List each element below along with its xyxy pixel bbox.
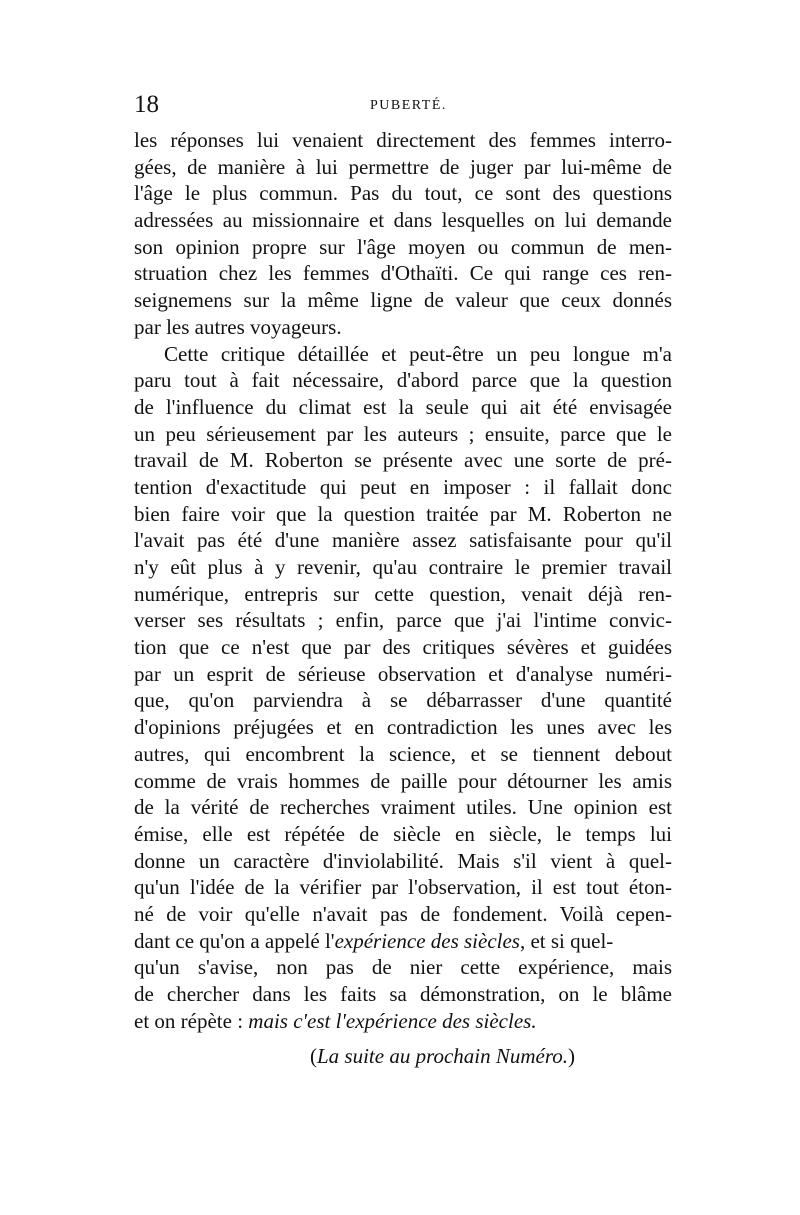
text-line [134, 928, 672, 955]
text-line: son opinion propre sur l'âge moyen ou commun de men- [134, 234, 672, 259]
text-line: verser ses résultats ; enfin, parce que j'ai l'intime convic- [134, 608, 672, 633]
text-line: autres, qui encombrent la science, et se tiennent debout [134, 741, 672, 766]
text-line: seignemens sur la même ligne de valeur que ceux donnés [134, 288, 672, 313]
text-line: Cette critique détaillée et peut-être un peu longue m'a [164, 341, 672, 366]
text-line: un peu sérieusement par les auteurs ; ensuite, parce que le [134, 421, 672, 446]
text-line: adressées au missionnaire et dans lesquelles on lui demande [134, 208, 672, 233]
text-line: qu'un l'idée de la vérifier par l'observation, il est tout éton- [134, 875, 672, 900]
text-line: comme de vrais hommes de paille pour détourner les amis [134, 768, 672, 793]
text-line: par les autres voyageurs. [134, 314, 342, 339]
text-line: les réponses lui venaient directement des femmes interro- [134, 128, 672, 152]
text-line: l'avait pas été d'une manière assez satisfaisante pour qu'il [134, 528, 672, 553]
text-segment: , et si quel- [519, 928, 614, 953]
text-line: l'âge le plus commun. Pas du tout, ce sont des questions [134, 181, 672, 206]
continuation-text: La suite au prochain Numéro. [317, 1044, 569, 1068]
text-segment: et on répète : [134, 1008, 249, 1033]
text-line: struation chez les femmes d'Othaïti. Ce qui range ces ren- [134, 261, 672, 286]
text-line: donne un caractère d'inviolabilité. Mais s'il vient à quel- [134, 848, 672, 873]
italic-phrase: expérience des siècles [334, 928, 520, 953]
text-line: numérique, entrepris sur cette question, venait déjà ren- [134, 581, 672, 606]
text-line: de la vérité de recherches vraiment utiles. Une opinion est [134, 795, 672, 820]
paren-open: ( [310, 1044, 317, 1068]
text-line: paru tout à fait nécessaire, d'abord parce que la question [134, 368, 672, 393]
text-line: par un esprit de sérieuse observation et d'analyse numéri- [134, 661, 672, 686]
running-head [134, 90, 672, 120]
text-line: de l'influence du climat est la seule qui ait été envisagée [134, 394, 672, 419]
paren-close: ) [568, 1044, 576, 1068]
text-line: gées, de manière à lui permettre de juger par lui-même de [134, 154, 672, 179]
page-number: 18 [134, 91, 159, 118]
text-line: de chercher dans les faits sa démonstration, on le blâme [134, 982, 672, 1006]
continuation-note [310, 1043, 575, 1069]
italic-phrase: mais c'est l'expérience des siècles. [248, 1008, 537, 1033]
text-line: d'opinions préjugées et en contradiction les unes avec les [134, 715, 672, 740]
text-line: émise, elle est répétée de siècle en siècle, le temps lui [134, 821, 672, 846]
text-line: travail de M. Roberton se présente avec une sorte de pré- [134, 448, 672, 473]
text-line: né de voir qu'elle n'avait pas de fondement. Voilà cepen- [134, 901, 672, 926]
text-line: bien faire voir que la question traitée par M. Roberton ne [134, 501, 672, 526]
text-line: qu'un s'avise, non pas de nier cette expérience, mais [134, 955, 672, 980]
body-text [134, 127, 672, 1034]
text-line: n'y eût plus à y revenir, qu'au contraire le premier travail [134, 555, 672, 579]
running-title: PUBERTÉ. [370, 98, 447, 113]
text-segment: dant ce qu'on a appelé l' [134, 928, 335, 953]
text-line: que, qu'on parviendra à se débarrasser d'une quantité [134, 688, 672, 713]
text-line: tention d'exactitude qui peut en imposer : il fallait donc [134, 474, 672, 499]
text-line: tion que ce n'est que par des critiques sévères et guidées [134, 635, 672, 660]
text-line [134, 1008, 672, 1035]
